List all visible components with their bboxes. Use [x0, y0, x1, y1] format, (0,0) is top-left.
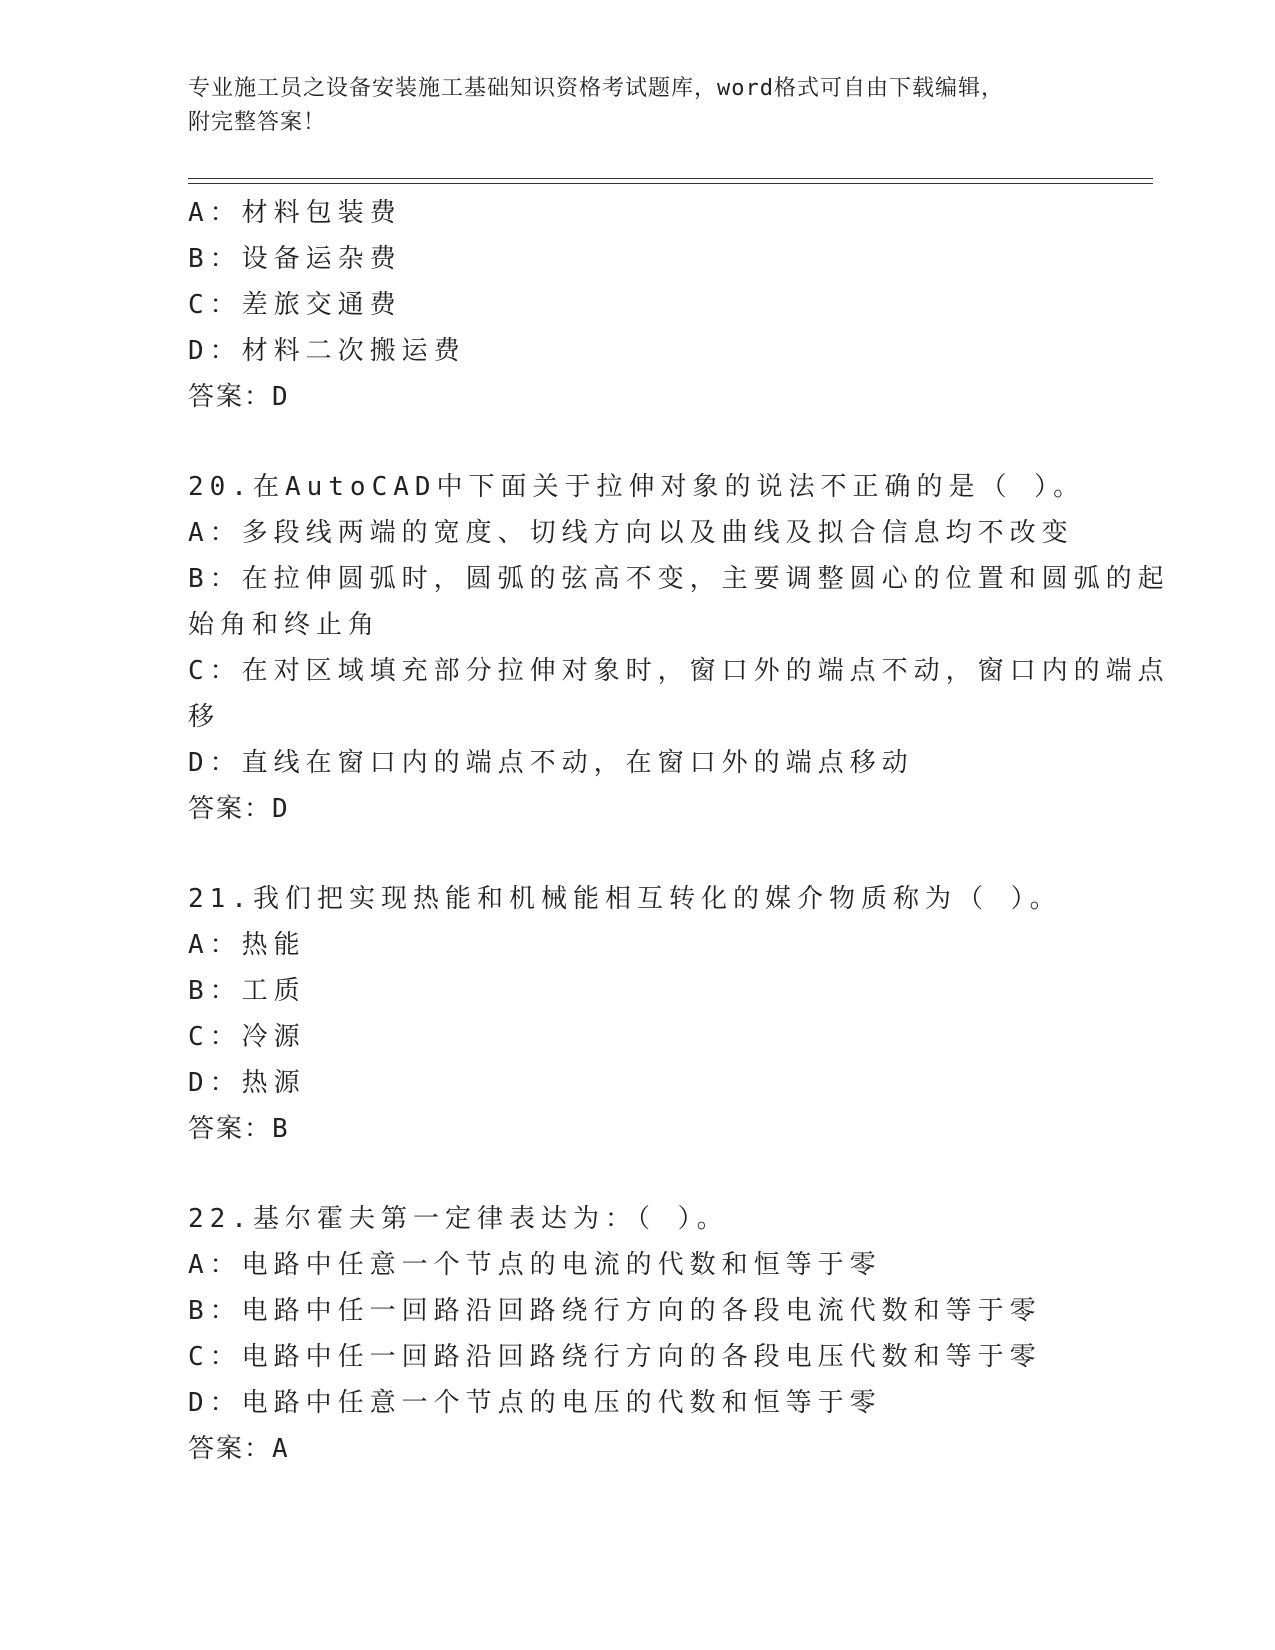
spacer	[188, 420, 1088, 464]
option-c: C：差旅交通费	[188, 290, 402, 320]
answer-line: 答案：D	[188, 382, 290, 412]
question-text: 21.我们把实现热能和机械能相互转化的媒介物质称为（ ）。	[188, 884, 1062, 914]
option-a: A：电路中任意一个节点的电流的代数和恒等于零	[188, 1250, 882, 1280]
question-text: 20.在AutoCAD中下面关于拉伸对象的说法不正确的是（ ）。	[188, 472, 1086, 502]
option-c: C：在对区域填充部分拉伸对象时，窗口外的端点不动，窗口内的端点	[188, 656, 1170, 686]
option-b-continued: 始角和终止角	[188, 610, 381, 640]
option-b: B：在拉伸圆弧时，圆弧的弦高不变，主要调整圆心的位置和圆弧的起	[188, 564, 1170, 594]
option-d: D：热源	[188, 1068, 306, 1098]
question-22	[188, 1196, 1088, 1472]
question-text: 22.基尔霍夫第一定律表达为：（ ）。	[188, 1204, 729, 1234]
option-d: D：电路中任意一个节点的电压的代数和恒等于零	[188, 1388, 882, 1418]
answer-line: 答案：A	[188, 1434, 290, 1464]
option-c: C：冷源	[188, 1022, 306, 1052]
spacer	[188, 832, 1088, 876]
header-line-2: 附完整答案！	[188, 110, 327, 135]
option-d: D：材料二次搬运费	[188, 336, 466, 366]
document-header	[188, 72, 1088, 140]
header-divider-bottom	[188, 183, 1153, 184]
header-divider-top	[188, 178, 1153, 179]
option-a: A：材料包装费	[188, 198, 402, 228]
option-a: A：多段线两端的宽度、切线方向以及曲线及拟合信息均不改变	[188, 518, 1074, 548]
answer-line: 答案：B	[188, 1114, 290, 1144]
question-20	[188, 464, 1170, 832]
question-list	[188, 190, 1170, 1472]
answer-line: 答案：D	[188, 794, 290, 824]
option-b: B：电路中任一回路沿回路绕行方向的各段电流代数和等于零	[188, 1296, 1042, 1326]
option-d: D：直线在窗口内的端点不动，在窗口外的端点移动	[188, 748, 914, 778]
option-a: A：热能	[188, 930, 306, 960]
option-b: B：设备运杂费	[188, 244, 402, 274]
question-19	[188, 190, 1088, 420]
header-line-1: 专业施工员之设备安装施工基础知识资格考试题库，word格式可自由下载编辑，	[188, 76, 1004, 101]
question-21	[188, 876, 1088, 1152]
spacer	[188, 1152, 1088, 1196]
option-b: B：工质	[188, 976, 306, 1006]
option-c: C：电路中任一回路沿回路绕行方向的各段电压代数和等于零	[188, 1342, 1042, 1372]
option-c-continued: 移	[188, 702, 221, 732]
